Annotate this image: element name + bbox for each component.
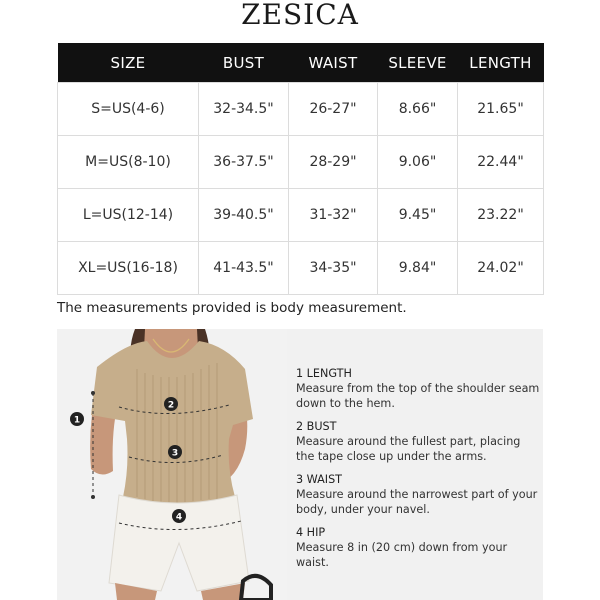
cell-length: 23.22" <box>458 189 544 242</box>
marker-4 <box>172 509 186 523</box>
measure-endpoint <box>91 391 95 395</box>
header-size: SIZE <box>58 43 199 83</box>
cell-size: M=US(8-10) <box>58 136 199 189</box>
measure-endpoint <box>91 495 95 499</box>
header-bust: BUST <box>199 43 289 83</box>
cell-sleeve: 9.06" <box>378 136 458 189</box>
table-row <box>58 83 544 136</box>
size-chart-table <box>57 43 544 295</box>
table-row <box>58 189 544 242</box>
cell-size: L=US(12-14) <box>58 189 199 242</box>
instruction-text: Measure 8 in (20 cm) down from your waist. <box>296 541 508 569</box>
svg-text:4: 4 <box>175 512 183 523</box>
svg-text:1: 1 <box>73 415 81 426</box>
instruction-text: Measure from the top of the shoulder seam down to the hem. <box>296 382 540 410</box>
brand-logo: ZESICA <box>241 0 359 31</box>
header-waist: WAIST <box>289 43 378 83</box>
svg-text:2: 2 <box>167 400 175 411</box>
cell-bust: 41-43.5" <box>199 242 289 295</box>
table-row <box>58 242 544 295</box>
instruction-bust <box>296 419 541 464</box>
cell-waist: 26-27" <box>289 83 378 136</box>
instruction-text: Measure around the fullest part, placing the tape close up under the arms. <box>296 435 521 463</box>
instruction-title: 4 HIP <box>296 526 326 539</box>
cell-waist: 34-35" <box>289 242 378 295</box>
svg-text:3: 3 <box>171 448 179 459</box>
model-figure-illustration <box>57 329 287 600</box>
cell-length: 22.44" <box>458 136 544 189</box>
instruction-length <box>296 366 541 411</box>
marker-1 <box>70 412 84 426</box>
measurement-guide-panel <box>57 329 543 600</box>
measurement-instructions <box>296 366 541 578</box>
instruction-waist <box>296 472 541 517</box>
instruction-title: 1 LENGTH <box>296 367 352 380</box>
cell-size: XL=US(16-18) <box>58 242 199 295</box>
instruction-text: Measure around the narrowest part of your body, under your navel. <box>296 488 538 516</box>
cell-length: 24.02" <box>458 242 544 295</box>
instruction-hip <box>296 525 541 570</box>
instruction-title: 2 BUST <box>296 420 337 433</box>
cell-size: S=US(4-6) <box>58 83 199 136</box>
marker-3 <box>168 445 182 459</box>
header-length: LENGTH <box>458 43 544 83</box>
cell-sleeve: 9.84" <box>378 242 458 295</box>
instruction-title: 3 WAIST <box>296 473 343 486</box>
cell-waist: 28-29" <box>289 136 378 189</box>
marker-2 <box>164 397 178 411</box>
header-sleeve: SLEEVE <box>378 43 458 83</box>
table-row <box>58 136 544 189</box>
cell-length: 21.65" <box>458 83 544 136</box>
cell-bust: 39-40.5" <box>199 189 289 242</box>
cell-waist: 31-32" <box>289 189 378 242</box>
cell-sleeve: 8.66" <box>378 83 458 136</box>
cell-bust: 32-34.5" <box>199 83 289 136</box>
table-header-row <box>58 43 544 83</box>
cell-sleeve: 9.45" <box>378 189 458 242</box>
cell-bust: 36-37.5" <box>199 136 289 189</box>
measurement-note: The measurements provided is body measurement. <box>57 300 407 316</box>
